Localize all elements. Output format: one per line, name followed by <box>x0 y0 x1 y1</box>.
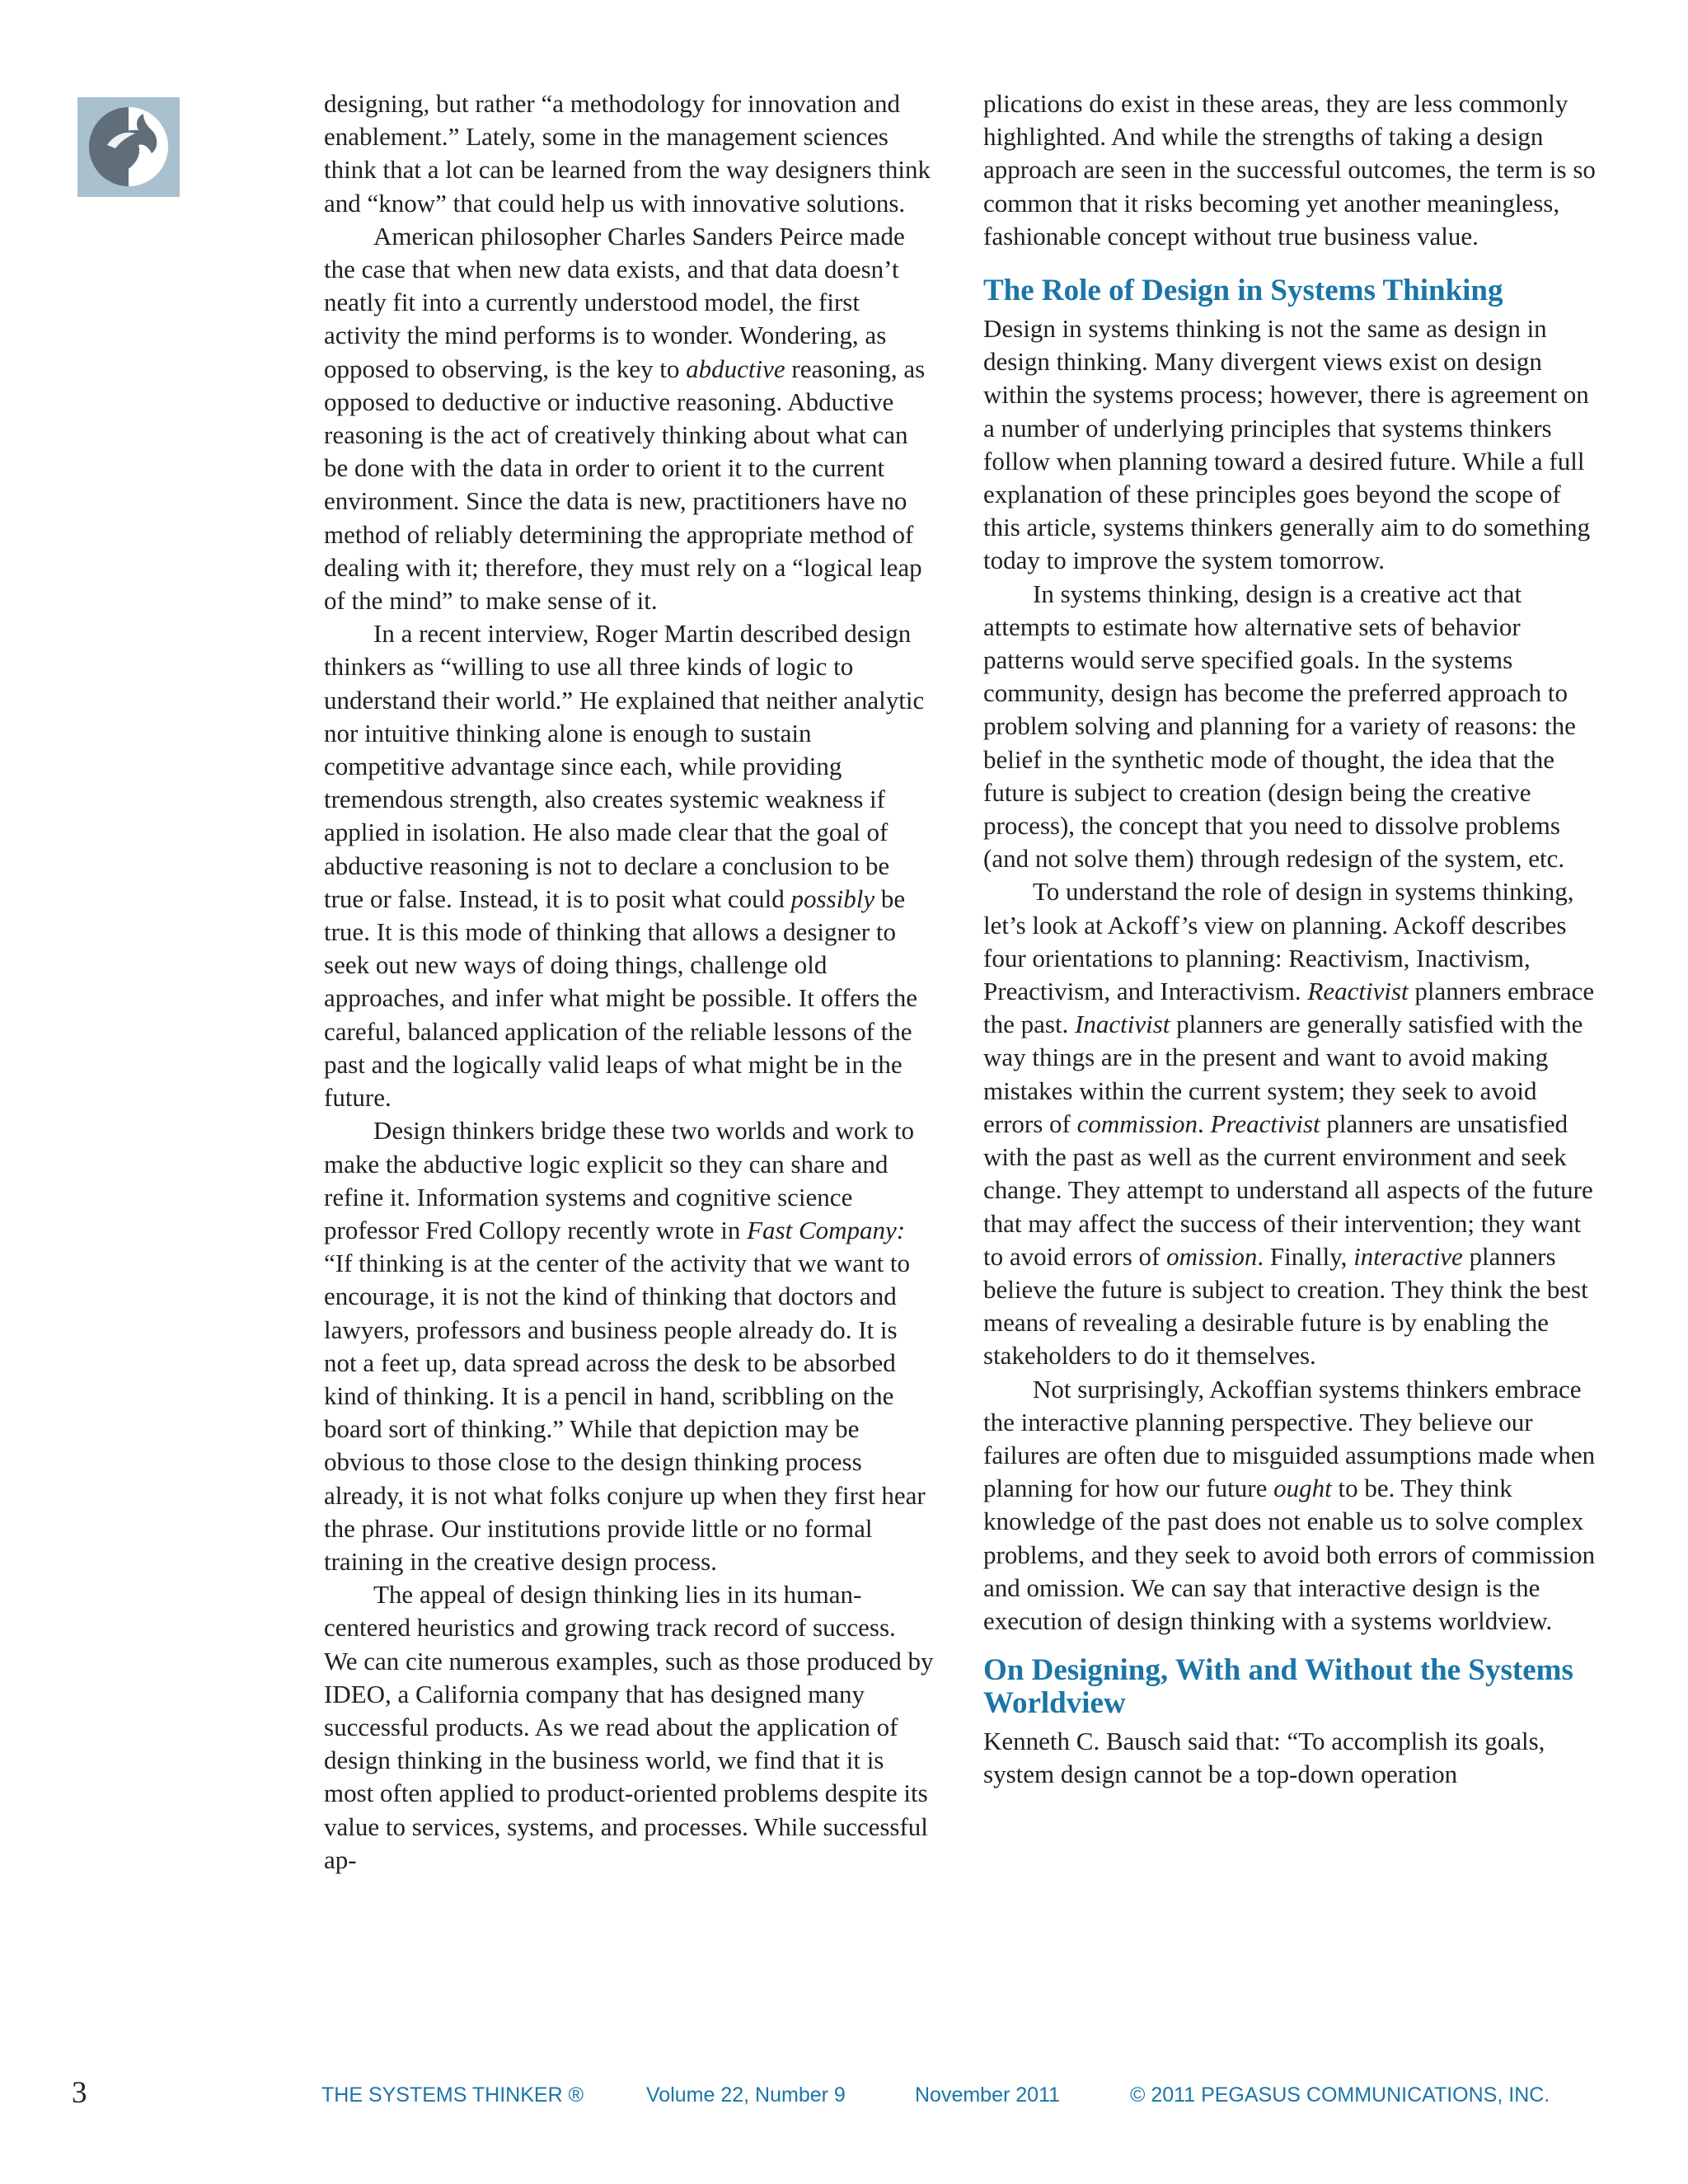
right-paragraph-4: To understand the role of design in systems thinking, let’s look at Ackoff’s view on planning. Ackoff describes four orientations to planning: Reactivism, Inactivism, Preactivism, and Interactivism. Reactivist planners embrace the past. Inactivist planners are generally satisfied with the way things are in the present and want to avoid making mistakes within the current system; they seek to avoid errors of commission. Preactivist planners are unsatisfied with the past as well as the current environment and seek change. They attempt to understand all aspects of the future that may affect the success of their intervention; they want to avoid errors of omission. Finally, interactive planners believe the future is subject to creation. They think the best means of revealing a desirable future is by enabling the stakeholders to do it themselves. <box>983 877 1595 1371</box>
left-paragraph-2: American philosopher Charles Sanders Peirce made the case that when new data exists, and that data doesn’t neatly fit into a currently understood model, the first activity the mind performs is to wonder. Wondering, as opposed to observing, is the key to abductive reasoning, as opposed to deductive or inductive reasoning. Abductive reasoning is the act of creatively thinking about what can be done with the data in order to orient it to the current environment. Since the data is new, practitioners have no method of reliably determining the appropriate method of dealing with it; therefore, they must rely on a “logical leap of the mind” to make sense of it. <box>324 221 926 616</box>
footer-publication: THE SYSTEMS THINKER ® <box>321 2083 584 2107</box>
section-heading-role-of-design: The Role of Design in Systems Thinking <box>983 274 1503 308</box>
emphasis-abductive: abductive <box>686 354 785 383</box>
right-paragraph-2: Design in systems thinking is not the same as design in design thinking. Many divergent views exist on design within the systems process; however, there is agreement on a number of underlying principles that systems thinkers follow when planning toward a desired future. While a full explanation of these principles goes beyond the scope of this article, systems thinkers generally aim to do something today to improve the system tomorrow. <box>983 314 1591 575</box>
emphasis-reactivist: Reactivist <box>1307 977 1409 1006</box>
left-paragraph-5: The appeal of design thinking lies in its human-centered heuristics and growing track record of success. We can cite numerous examples, such as those produced by IDEO, a California company that has designed many successful products. As we read about the application of design thinking in the business world, we find that it is most often applied to product-oriented problems despite its value to services, systems, and processes. While successful ap- <box>324 1580 934 1874</box>
emphasis-fast-company: Fast Company: <box>747 1215 906 1244</box>
left-paragraph-3: In a recent interview, Roger Martin described design thinkers as “willing to use all three kinds of logic to understand their world.” He explained that neither analytic nor intuitive thinking alone is enough to sustain competitive advantage since each, while providing tremendous strength, also creates systemic weakness if applied in isolation. He also made clear that the goal of abductive reasoning is not to declare a conclusion to be true or false. Instead, it is to posit what could possibly be true. It is this mode of thinking that allows a designer to seek out new ways of doing things, challenge old approaches, and infer what might be possible. It offers the careful, balanced application of the reliable lessons of the past and the logically valid leaps of what might be in the future. <box>324 619 925 1113</box>
section-heading-on-designing: On Designing, With and Without the Systems Worldview <box>983 1653 1573 1721</box>
emphasis-preactivist: Preactivist <box>1210 1108 1320 1138</box>
emphasis-possibly: possibly <box>790 883 875 913</box>
right-paragraph-1: plications do exist in these areas, they are less commonly highlighted. And while the strengths of taking a design approach are seen in the successful outcomes, the term is so common that it risks becoming yet another meaningless, fashionable concept without true business value. <box>983 89 1596 251</box>
emphasis-omission: omission <box>1166 1241 1258 1271</box>
left-column <box>324 87 934 1877</box>
emphasis-commission: commission <box>1076 1108 1198 1138</box>
footer-copyright: © 2011 PEGASUS COMMUNICATIONS, INC. <box>1130 2083 1550 2107</box>
right-paragraph-3: In systems thinking, design is a creative act that attempts to estimate how alternative sets of behavior patterns would serve specified goals. In the systems community, design has become the preferred approach to problem solving and planning for a variety of reasons: the belief in the synthetic mode of thought, the idea that the future is subject to creation (design being the creative process), the concept that you need to dissolve problems (and not solve them) through redesign of the system, etc. <box>983 579 1576 874</box>
page-number: 3 <box>72 2076 87 2110</box>
right-column <box>983 87 1597 1792</box>
emphasis-inactivist: Inactivist <box>1075 1010 1170 1039</box>
left-paragraph-1: designing, but rather “a methodology for innovation and enablement.” Lately, some in the management sciences think that a lot can be learned from the way designers think and “know” that could help us with innovative solutions. <box>324 89 931 218</box>
left-paragraph-4: Design thinkers bridge these two worlds and work to make the abductive logic explicit so they can share and refine it. Information systems and cognitive science professor Fred Collopy recently wrote in Fast Company: “If thinking is at the center of the activity that we want to encourage, it is not the kind of thinking that doctors and lawyers, professors and business people already do. It is not a feet up, data spread across the desk to be absorbed kind of thinking. It is a pencil in hand, scribbling on the board sort of thinking.” While that depiction may be obvious to those close to the design thinking process already, it is not what folks conjure up when they first hear the phrase. Our institutions provide little or no formal training in the creative design process. <box>324 1116 926 1576</box>
pegasus-logo-icon <box>77 97 180 197</box>
emphasis-interactive: interactive <box>1353 1241 1463 1271</box>
right-paragraph-5: Not surprisingly, Ackoffian systems thinkers embrace the interactive planning perspective. They believe our failures are often due to misguided assumptions made when planning for how our future ought to be. They think knowledge of the past does not enable us to solve complex problems, and they seek to avoid both errors of commission and omission. We can say that interactive design is the execution of design thinking with a systems worldview. <box>983 1374 1596 1635</box>
footer-date: November 2011 <box>915 2083 1061 2107</box>
footer-volume: Volume 22, Number 9 <box>646 2083 846 2107</box>
right-paragraph-6: Kenneth C. Bausch said that: “To accomplish its goals, system design cannot be a top-down operation <box>983 1727 1545 1789</box>
page-footer <box>0 2077 1688 2110</box>
emphasis-ought: ought <box>1273 1474 1332 1503</box>
